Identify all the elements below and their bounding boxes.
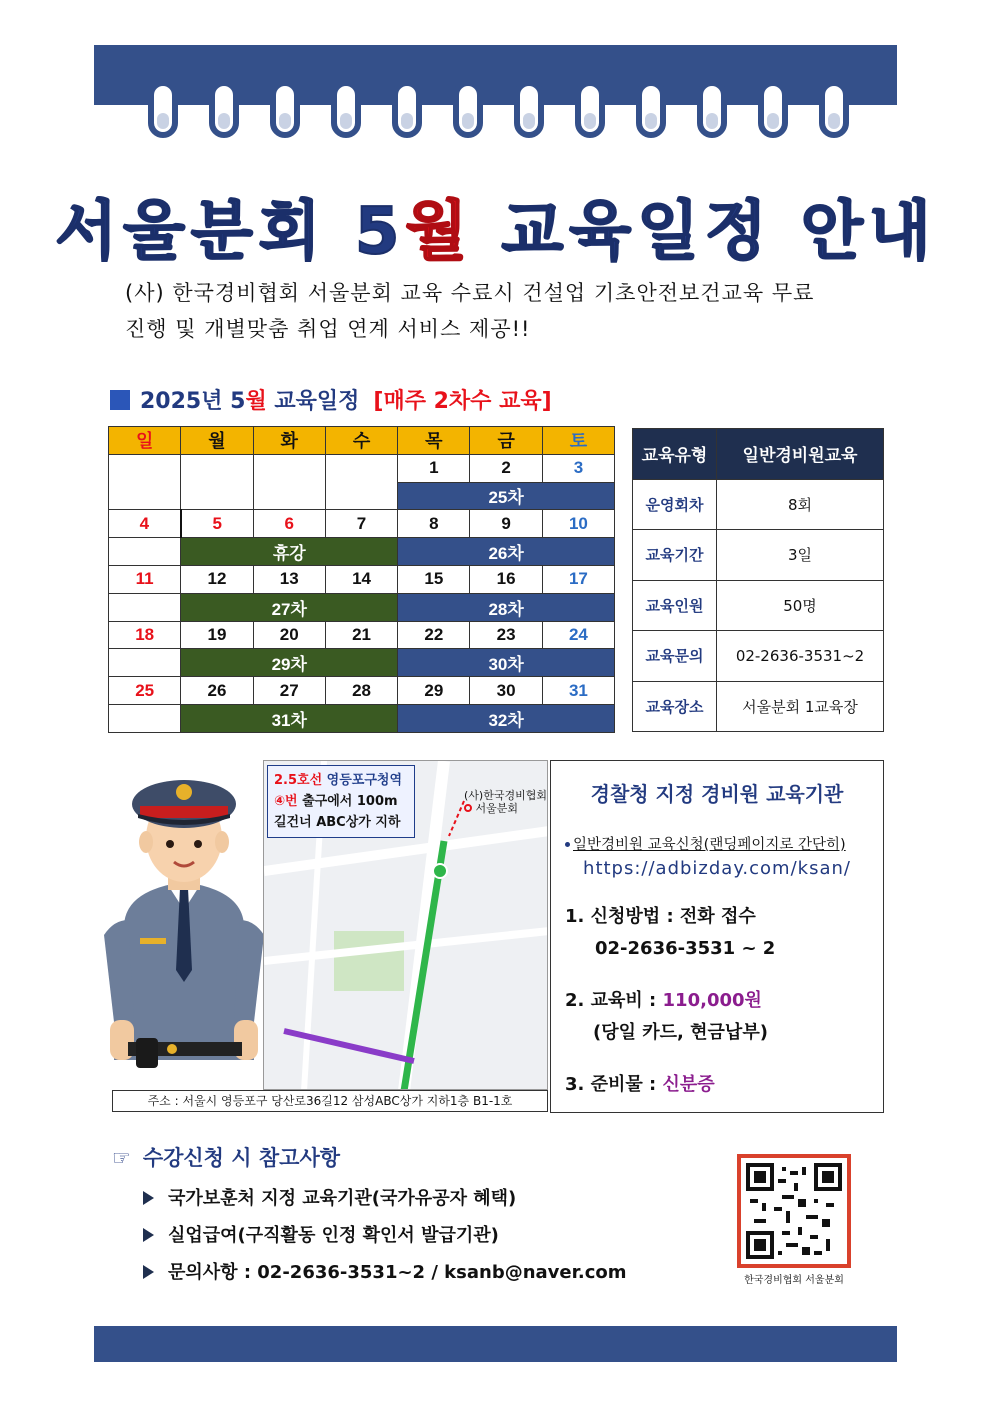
calendar-day: 30 xyxy=(470,677,542,705)
binder-ring xyxy=(148,80,178,138)
calendar-day: 19 xyxy=(181,621,253,649)
calendar-table xyxy=(108,426,615,733)
map-note-distance: 출구에서 100m xyxy=(297,794,398,809)
calendar-week-row xyxy=(109,454,615,482)
calendar-day: 10 xyxy=(542,510,614,538)
calendar-day: 9 xyxy=(470,510,542,538)
square-bullet-icon xyxy=(110,390,130,410)
tuition-fee xyxy=(565,985,869,1017)
binder-ring xyxy=(758,80,788,138)
binder-ring xyxy=(514,80,544,138)
list-item-text: 실업급여(구직활동 인정 확인서 발급기관) xyxy=(168,1225,499,1246)
registration-info-box xyxy=(550,760,884,1113)
title-month-highlight: 월 xyxy=(405,195,474,269)
security-guard-illustration xyxy=(104,770,264,1090)
session-bar: 25차 xyxy=(398,482,615,510)
calendar-week-row xyxy=(109,510,615,538)
info-value: 3일 xyxy=(717,530,884,581)
weekday-sun: 일 xyxy=(109,427,181,455)
payment-method: (당일 카드, 현금납부) xyxy=(593,1022,768,1043)
binder-ring xyxy=(697,80,727,138)
map-note-exit: ④번 xyxy=(274,794,298,809)
registration-heading: 경찰청 지정 경비원 교육기관 xyxy=(590,782,844,806)
map-note-station: 영등포구청역 xyxy=(322,773,403,788)
address-text: 주소 : 서울시 영등포구 당산로36길12 삼성ABC상가 지하1층 B1-1호 xyxy=(112,1090,548,1112)
intro-line1: (사) 한국경비협회 서울분회 교육 수료시 건설업 기초안전보건교육 무료 xyxy=(125,281,815,305)
calendar-day: 4 xyxy=(109,510,181,538)
calendar-week-row xyxy=(109,621,615,649)
info-header-label: 교육유형 xyxy=(633,429,717,480)
session-bar: 26차 xyxy=(398,538,615,566)
calendar-day: 24 xyxy=(542,621,614,649)
calendar-day: 3 xyxy=(542,454,614,482)
info-label: 교육기간 xyxy=(633,530,717,581)
calendar-day: 12 xyxy=(181,565,253,593)
calendar-day-empty xyxy=(325,454,397,510)
info-row xyxy=(633,580,884,631)
info-row xyxy=(633,530,884,581)
calendar-day: 31 xyxy=(542,677,614,705)
calendar-day: 23 xyxy=(470,621,542,649)
reference-heading-text: 수강신청 시 참고사항 xyxy=(142,1146,341,1170)
weekday-tue: 화 xyxy=(253,427,325,455)
calendar-session-row xyxy=(109,704,615,732)
location-map[interactable] xyxy=(263,760,548,1090)
requirements-label: 3. 준비물 : xyxy=(565,1074,663,1095)
list-item-text: 문의사항 : 02-2636-3531~2 / ksanb@naver.com xyxy=(168,1262,627,1283)
list-item xyxy=(143,1221,627,1258)
map-pin-row xyxy=(464,802,547,815)
calendar-day: 16 xyxy=(470,565,542,593)
calendar-day: 14 xyxy=(325,565,397,593)
holiday-bar: 휴강 xyxy=(181,538,398,566)
intro-text xyxy=(125,275,814,347)
calendar-day: 28 xyxy=(325,677,397,705)
bullet-icon xyxy=(565,842,570,847)
weekday-thu: 목 xyxy=(398,427,470,455)
triangle-bullet-icon xyxy=(143,1228,154,1242)
apply-phone: 02-2636-3531 ~ 2 xyxy=(595,938,776,959)
info-row xyxy=(633,681,884,732)
calendar-day-empty xyxy=(109,454,181,510)
info-label: 교육장소 xyxy=(633,681,717,732)
info-value: 50명 xyxy=(717,580,884,631)
calendar-day: 11 xyxy=(109,565,181,593)
calendar-blank xyxy=(109,704,181,732)
schedule-heading-prefix: 2025년 5 xyxy=(140,389,246,414)
requirements-value: 신분증 xyxy=(662,1074,715,1095)
calendar-blank xyxy=(109,649,181,677)
schedule-heading-suffix: 교육일정 xyxy=(266,389,360,414)
tuition-price: 110,000원 xyxy=(662,990,762,1011)
weekday-wed: 수 xyxy=(325,427,397,455)
calendar-day: 13 xyxy=(253,565,325,593)
list-item xyxy=(143,1258,627,1295)
info-label: 교육문의 xyxy=(633,631,717,682)
calendar-day: 18 xyxy=(109,621,181,649)
list-item-text: 국가보훈처 지정 교육기관(국가유공자 혜택) xyxy=(168,1188,517,1209)
info-value: 02-2636-3531~2 xyxy=(717,631,884,682)
schedule-heading-bracket: [매주 2차수 교육] xyxy=(373,389,552,414)
calendar-day: 6 xyxy=(253,510,325,538)
weekday-mon: 월 xyxy=(181,427,253,455)
info-value: 서울분회 1교육장 xyxy=(717,681,884,732)
binder-ring xyxy=(270,80,300,138)
info-label: 운영회차 xyxy=(633,479,717,530)
info-header-value: 일반경비원교육 xyxy=(717,429,884,480)
schedule-heading xyxy=(110,384,552,415)
session-bar: 27차 xyxy=(181,593,398,621)
info-row xyxy=(633,479,884,530)
apply-link[interactable] xyxy=(565,833,869,854)
binder-ring xyxy=(819,80,849,138)
session-bar: 30차 xyxy=(398,649,615,677)
list-item xyxy=(143,1184,627,1221)
registration-url[interactable]: https://adbizday.com/ksan/ xyxy=(583,858,851,879)
calendar-day: 26 xyxy=(181,677,253,705)
calendar-day: 22 xyxy=(398,621,470,649)
calendar-day: 5 xyxy=(181,510,253,538)
weekday-fri: 금 xyxy=(470,427,542,455)
calendar-day-empty xyxy=(253,454,325,510)
map-pin-icon xyxy=(464,804,472,812)
calendar-blank xyxy=(109,538,181,566)
binder-ring xyxy=(209,80,239,138)
triangle-bullet-icon xyxy=(143,1191,154,1205)
info-header-row xyxy=(633,429,884,480)
map-pin-org: (사)한국경비협회 xyxy=(464,789,547,802)
calendar-day: 27 xyxy=(253,677,325,705)
info-value: 8회 xyxy=(717,479,884,530)
calendar-blank xyxy=(109,593,181,621)
qr-caption: 한국경비협회 서울분회 xyxy=(744,1275,844,1286)
binder-ring xyxy=(575,80,605,138)
binder-rings xyxy=(148,80,848,140)
title-part2: 교육일정 안내 xyxy=(473,195,937,269)
calendar-day: 8 xyxy=(398,510,470,538)
calendar-session-row xyxy=(109,593,615,621)
info-row xyxy=(633,631,884,682)
apply-link-text: 일반경비원 교육신청(랜딩페이지로 간단히) xyxy=(573,837,846,853)
calendar-day: 17 xyxy=(542,565,614,593)
intro-line2: 진행 및 개별맞춤 취업 연계 서비스 제공!! xyxy=(125,317,531,341)
calendar-day-empty xyxy=(181,454,253,510)
qr-code-icon xyxy=(746,1163,842,1259)
page-title xyxy=(0,180,992,272)
binder-ring xyxy=(331,80,361,138)
binder-ring xyxy=(453,80,483,138)
binder-ring xyxy=(636,80,666,138)
map-pin-branch: 서울분회 xyxy=(475,802,519,815)
calendar-session-row xyxy=(109,649,615,677)
calendar-day: 20 xyxy=(253,621,325,649)
requirements xyxy=(565,1069,869,1101)
calendar-day: 29 xyxy=(398,677,470,705)
session-bar: 28차 xyxy=(398,593,615,621)
reference-list xyxy=(143,1184,627,1295)
map-note-line1 xyxy=(274,770,408,791)
pointing-hand-icon: ☞ xyxy=(112,1146,131,1170)
calendar-session-row xyxy=(109,538,615,566)
calendar-day: 1 xyxy=(398,454,470,482)
map-pin xyxy=(464,789,547,815)
map-note-line-label: 2.5호선 xyxy=(274,773,323,788)
map-directions-note xyxy=(267,765,415,838)
map-note-building: 길건너 ABC상가 지하 xyxy=(274,815,401,830)
session-bar: 29차 xyxy=(181,649,398,677)
schedule-heading-month: 월 xyxy=(245,389,267,414)
reference-heading xyxy=(112,1142,340,1172)
calendar-week-row xyxy=(109,677,615,705)
calendar-day: 21 xyxy=(325,621,397,649)
session-bar: 32차 xyxy=(398,704,615,732)
calendar-weekday-row xyxy=(109,427,615,455)
weekday-sat: 토 xyxy=(542,427,614,455)
calendar-day: 15 xyxy=(398,565,470,593)
bottom-bar xyxy=(94,1326,897,1362)
info-label: 교육인원 xyxy=(633,580,717,631)
map-note-line2 xyxy=(274,791,408,812)
triangle-bullet-icon xyxy=(143,1265,154,1279)
calendar-day: 2 xyxy=(470,454,542,482)
session-bar: 31차 xyxy=(181,704,398,732)
calendar-week-row xyxy=(109,565,615,593)
binder-ring xyxy=(392,80,422,138)
calendar-day: 7 xyxy=(325,510,397,538)
title-part1: 서울분회 5 xyxy=(55,195,406,269)
qr-code[interactable] xyxy=(737,1154,851,1268)
calendar-day: 25 xyxy=(109,677,181,705)
course-info-table xyxy=(632,428,884,732)
tuition-label: 2. 교육비 : xyxy=(565,990,663,1011)
apply-method: 1. 신청방법 : 전화 접수 xyxy=(565,906,756,927)
